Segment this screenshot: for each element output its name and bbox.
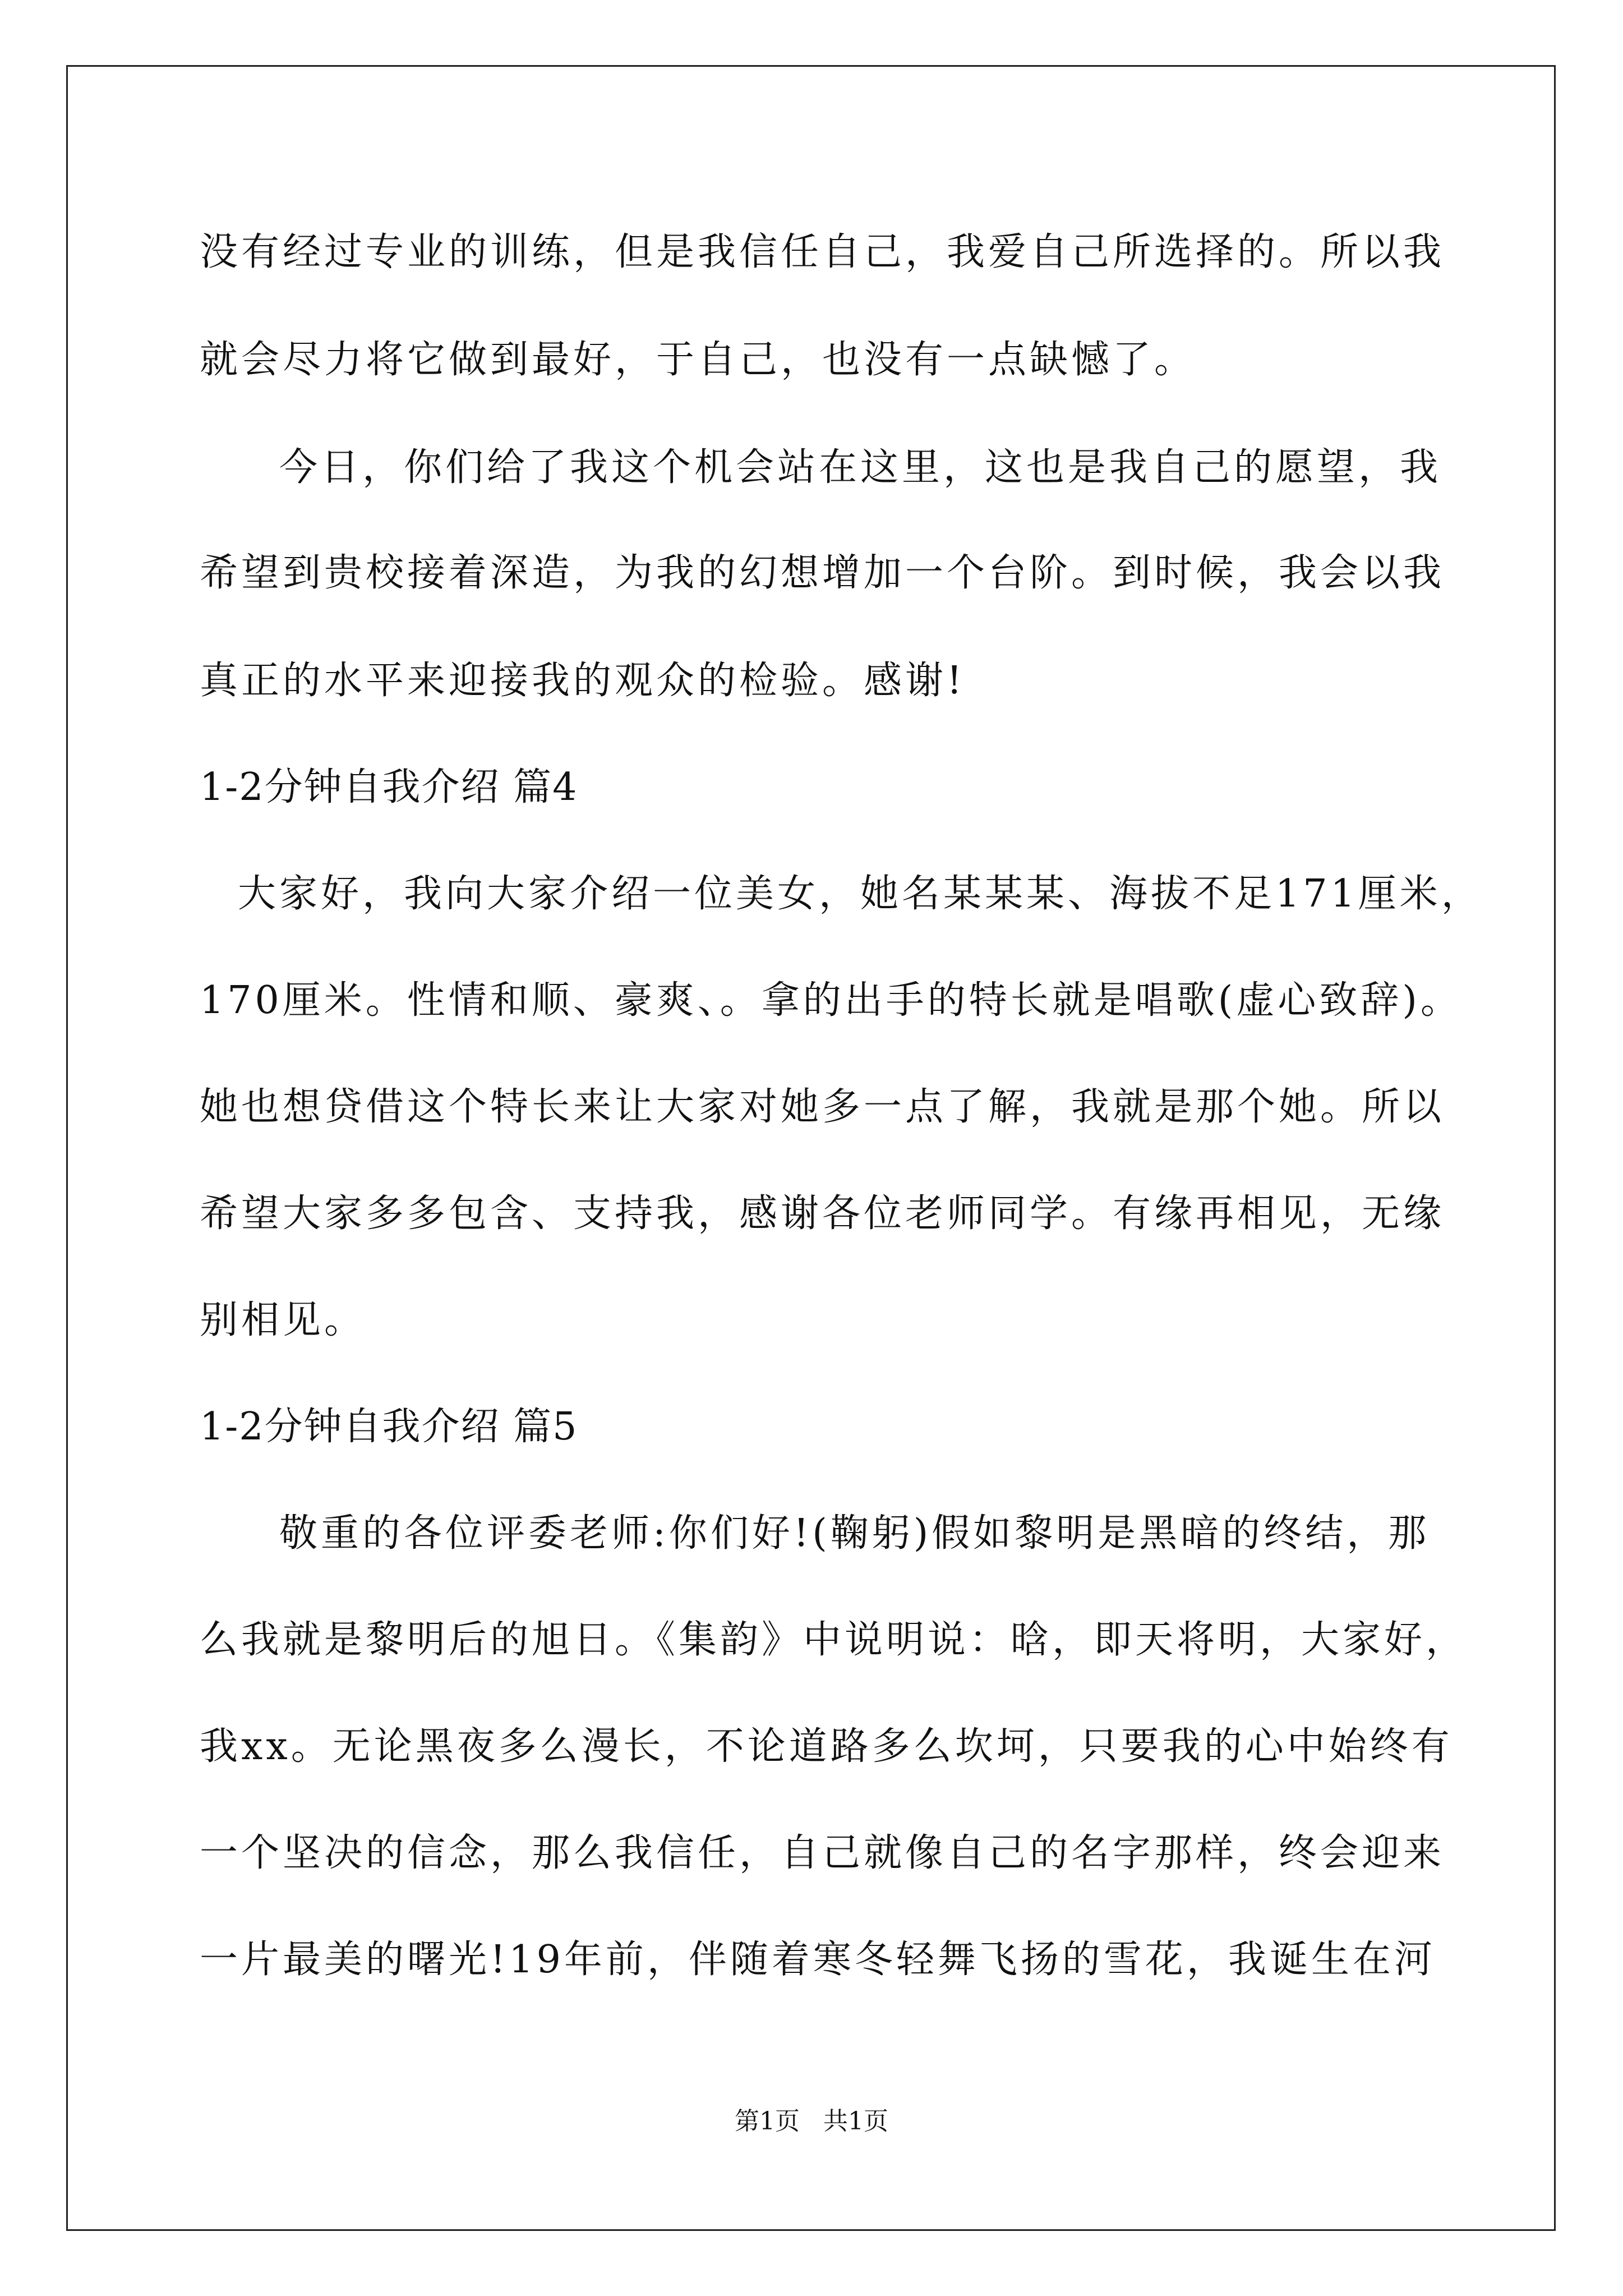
body-line: 真正的水平来迎接我的观众的检验。感谢! xyxy=(200,659,966,703)
body-line: 希望到贵校接着深造，为我的幻想增加一个台阶。到时候，我会以我 xyxy=(200,551,1445,595)
body-line: 今日，你们给了我这个机会站在这里，这也是我自己的愿望，我 xyxy=(279,445,1442,490)
body-line: 一片最美的曙光!19年前，伴随着寒冬轻舞飞扬的雪花，我诞生在河 xyxy=(200,1938,1436,1982)
body-line: 敬重的各位评委老师:你们好!(鞠躬)假如黎明是黑暗的终结，那 xyxy=(279,1511,1430,1556)
body-line: 大家好，我向大家介绍一位美女，她名某某某、海拔不足171厘米， xyxy=(238,872,1483,916)
section-heading: 1-2分钟自我介绍 篇4 xyxy=(200,765,578,809)
body-line: 一个坚决的信念，那么我信任，自己就像自己的名字那样，终会迎来 xyxy=(200,1831,1445,1875)
body-line: 么我就是黎明后的旭日。《集韵》中说明说：晗，即天将明，大家好， xyxy=(200,1618,1468,1662)
body-line: 就会尽力将它做到最好，于自己，也没有一点缺憾了。 xyxy=(200,338,1196,382)
page-border xyxy=(66,65,1556,2231)
section-heading: 1-2分钟自我介绍 篇5 xyxy=(200,1405,578,1449)
body-line: 170厘米。性情和顺、豪爽、。拿的出手的特长就是唱歌(虚心致辞)。 xyxy=(200,978,1462,1023)
page-footer: 第1页 共1页 xyxy=(735,2107,888,2136)
body-line: 希望大家多多包含、支持我，感谢各位老师同学。有缘再相见，无缘 xyxy=(200,1191,1445,1236)
body-line: 没有经过专业的训练，但是我信任自己，我爱自己所选择的。所以我 xyxy=(200,230,1445,274)
body-line: 她也想贷借这个特长来让大家对她多一点了解，我就是那个她。所以 xyxy=(200,1085,1445,1129)
body-line: 我xx。无论黑夜多么漫长，不论道路多么坎坷，只要我的心中始终有 xyxy=(200,1724,1453,1769)
body-line: 别相见。 xyxy=(200,1298,366,1342)
